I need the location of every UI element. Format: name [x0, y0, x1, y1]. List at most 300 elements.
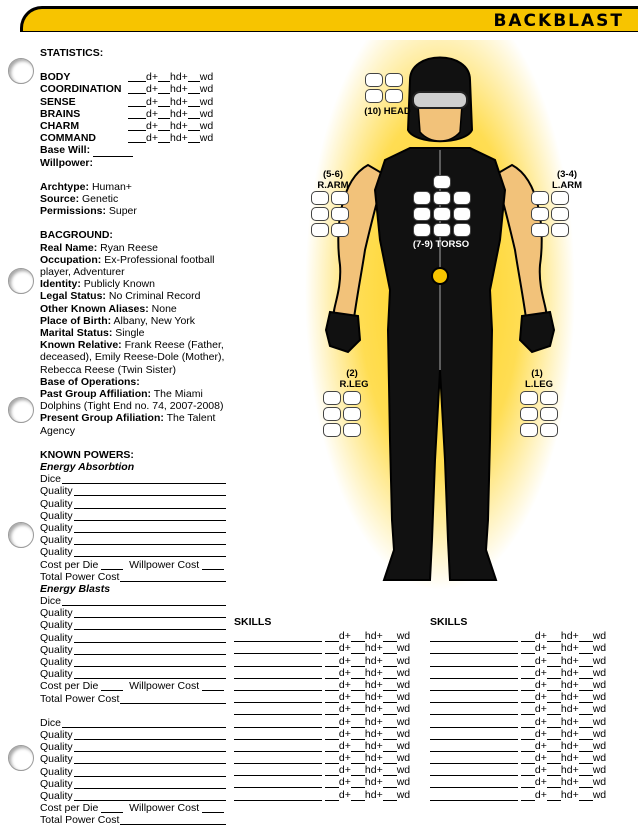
lleg-number: (1)	[531, 368, 543, 379]
quality-label: Quality	[40, 668, 73, 681]
skill-name-field[interactable]	[234, 790, 322, 801]
skill-row	[430, 776, 620, 788]
skill-hd-field[interactable]	[547, 741, 561, 752]
skill-hd-field[interactable]	[351, 741, 365, 752]
cost-per-die-field[interactable]	[101, 802, 123, 813]
die-hd-label: hd+	[560, 727, 579, 740]
skill-name-field[interactable]	[234, 668, 322, 679]
torso-hit-box[interactable]	[433, 223, 451, 237]
stat-d-field[interactable]	[128, 83, 146, 94]
skill-d-field[interactable]	[325, 656, 339, 667]
skill-hd-field[interactable]	[351, 753, 365, 764]
skill-name-field[interactable]	[234, 729, 322, 740]
lleg-hit-box[interactable]	[540, 423, 558, 437]
stat-wd-field[interactable]	[188, 120, 200, 131]
skill-name-field[interactable]	[234, 656, 322, 667]
quality-field[interactable]	[74, 790, 226, 801]
die-wd-label: wd	[199, 95, 214, 108]
quality-field[interactable]	[74, 656, 226, 667]
larm-hit-box[interactable]	[551, 191, 569, 205]
quality-row	[40, 741, 226, 753]
skill-name-field[interactable]	[234, 692, 322, 703]
skill-d-field[interactable]	[521, 656, 535, 667]
skill-d-field[interactable]	[521, 668, 535, 679]
die-wd-label: wd	[592, 654, 607, 667]
skill-row	[430, 715, 620, 727]
power-block	[40, 595, 226, 705]
skill-d-field[interactable]	[325, 631, 339, 642]
skill-wd-field[interactable]	[579, 717, 593, 728]
quality-field[interactable]	[74, 741, 226, 752]
lleg-label: L.LEG	[525, 379, 553, 390]
skill-wd-field[interactable]	[383, 790, 397, 801]
quality-field[interactable]	[74, 729, 226, 740]
larm-hit-box[interactable]	[531, 207, 549, 221]
willpower-label: Willpower:	[40, 156, 93, 169]
die-d-label: d+	[534, 691, 547, 704]
skill-wd-field[interactable]	[579, 680, 593, 691]
willpower-cost-label: Willpower Cost	[129, 558, 200, 571]
skill-name-field[interactable]	[234, 680, 322, 691]
torso-label: (7-9) TORSO	[412, 239, 470, 250]
stat-name: COORDINATION	[40, 83, 122, 96]
skill-d-field[interactable]	[325, 643, 339, 654]
skill-hd-field[interactable]	[351, 631, 365, 642]
skill-hd-field[interactable]	[547, 753, 561, 764]
skill-hd-field[interactable]	[351, 668, 365, 679]
die-wd-label: wd	[199, 107, 214, 120]
quality-label: Quality	[40, 631, 73, 644]
skill-hd-field[interactable]	[351, 704, 365, 715]
skill-d-field[interactable]	[325, 704, 339, 715]
skill-name-field[interactable]	[430, 777, 518, 788]
skill-hd-field[interactable]	[351, 643, 365, 654]
stat-wd-field[interactable]	[188, 132, 200, 143]
rarm-hit-box[interactable]	[311, 207, 329, 221]
larm-hit-box[interactable]	[551, 207, 569, 221]
die-hd-label: hd+	[364, 788, 383, 801]
larm-hit-box[interactable]	[531, 191, 549, 205]
skill-wd-field[interactable]	[383, 631, 397, 642]
skill-row	[234, 728, 424, 740]
head-label: (10) HEAD	[364, 106, 411, 117]
head-hit-box[interactable]	[385, 73, 403, 87]
skill-wd-field[interactable]	[579, 777, 593, 788]
cost-per-die-field[interactable]	[101, 680, 123, 691]
quality-label: Quality	[40, 789, 73, 802]
head-hit-box[interactable]	[385, 89, 403, 103]
skill-wd-field[interactable]	[383, 680, 397, 691]
die-d-label: d+	[534, 727, 547, 740]
skill-hd-field[interactable]	[547, 668, 561, 679]
dice-field[interactable]	[62, 595, 226, 606]
skill-hd-field[interactable]	[547, 704, 561, 715]
willpower-cost-field[interactable]	[202, 559, 224, 570]
skill-hd-field[interactable]	[547, 656, 561, 667]
base-will-field[interactable]	[93, 146, 133, 157]
rarm-hit-box[interactable]	[311, 223, 329, 237]
die-d-label: d+	[146, 83, 158, 96]
stat-d-field[interactable]	[128, 71, 146, 82]
skill-row	[430, 679, 620, 691]
skill-d-field[interactable]	[521, 790, 535, 801]
torso-hit-box[interactable]	[453, 223, 471, 237]
skill-name-field[interactable]	[234, 741, 322, 752]
skill-name-field[interactable]	[430, 692, 518, 703]
torso-hit-box[interactable]	[433, 175, 451, 189]
skill-name-field[interactable]	[430, 643, 518, 654]
skill-wd-field[interactable]	[383, 765, 397, 776]
die-hd-label: hd+	[364, 666, 383, 679]
quality-row	[40, 485, 226, 497]
quality-label: Quality	[40, 619, 73, 632]
identity-value: Publicly Known	[83, 278, 155, 291]
skill-name-field[interactable]	[430, 631, 518, 642]
power-name: Energy Absorbtion	[40, 461, 135, 473]
skill-hd-field[interactable]	[351, 729, 365, 740]
die-hd-label: hd+	[560, 703, 579, 716]
die-hd-label: hd+	[560, 666, 579, 679]
quality-field[interactable]	[74, 534, 226, 545]
skill-name-field[interactable]	[430, 668, 518, 679]
goggles	[413, 92, 467, 108]
quality-field[interactable]	[74, 766, 226, 777]
stat-hd-field[interactable]	[158, 71, 170, 82]
quality-field[interactable]	[74, 607, 226, 618]
die-hd-label: hd+	[364, 703, 383, 716]
skill-row	[234, 752, 424, 764]
skill-hd-field[interactable]	[547, 692, 561, 703]
birth-value: Albany, New York	[113, 314, 196, 327]
quality-field[interactable]	[74, 668, 226, 679]
binder-hole	[8, 397, 34, 423]
willpower-cost-field[interactable]	[202, 802, 224, 813]
die-d-label: d+	[534, 715, 547, 728]
skill-d-field[interactable]	[325, 753, 339, 764]
die-wd-label: wd	[396, 776, 411, 789]
larm-hit-box[interactable]	[531, 223, 549, 237]
skill-row	[430, 764, 620, 776]
rarm-hit-box[interactable]	[311, 191, 329, 205]
skill-name-field[interactable]	[430, 717, 518, 728]
total-cost-label: Total Power Cost	[40, 570, 120, 583]
cost-row	[40, 802, 226, 814]
die-d-label: d+	[534, 630, 547, 643]
quality-label: Quality	[40, 777, 73, 790]
die-d-label: d+	[146, 119, 158, 132]
skill-d-field[interactable]	[325, 790, 339, 801]
die-wd-label: wd	[592, 776, 607, 789]
skill-hd-field[interactable]	[547, 631, 561, 642]
skill-wd-field[interactable]	[579, 692, 593, 703]
die-d-label: d+	[338, 739, 351, 752]
willpower-cost-field[interactable]	[202, 680, 224, 691]
rleg-hit-box[interactable]	[343, 391, 361, 405]
skill-name-field[interactable]	[430, 704, 518, 715]
skill-name-field[interactable]	[234, 777, 322, 788]
skill-d-field[interactable]	[521, 680, 535, 691]
stat-d-field[interactable]	[128, 96, 146, 107]
skill-d-field[interactable]	[521, 631, 535, 642]
die-wd-label: wd	[396, 764, 411, 777]
skill-name-field[interactable]	[430, 765, 518, 776]
head-hit-box[interactable]	[365, 89, 383, 103]
skill-name-field[interactable]	[430, 680, 518, 691]
skill-row	[430, 740, 620, 752]
quality-field[interactable]	[74, 644, 226, 655]
skill-wd-field[interactable]	[383, 729, 397, 740]
skill-d-field[interactable]	[325, 741, 339, 752]
quality-label: Quality	[40, 765, 73, 778]
skill-d-field[interactable]	[521, 741, 535, 752]
die-wd-label: wd	[592, 691, 607, 704]
rarm-hit-box[interactable]	[331, 207, 349, 221]
skill-hd-field[interactable]	[351, 692, 365, 703]
lleg-hit-box[interactable]	[520, 423, 538, 437]
rarm-hit-box[interactable]	[331, 223, 349, 237]
skill-wd-field[interactable]	[383, 741, 397, 752]
skill-row	[430, 667, 620, 679]
stat-hd-field[interactable]	[158, 96, 170, 107]
total-cost-label: Total Power Cost	[40, 814, 120, 826]
quality-field[interactable]	[74, 485, 226, 496]
skill-hd-field[interactable]	[351, 765, 365, 776]
rleg-hit-box[interactable]	[323, 391, 341, 405]
skill-d-field[interactable]	[521, 717, 535, 728]
dice-field[interactable]	[62, 473, 226, 484]
skill-d-field[interactable]	[521, 643, 535, 654]
head-hit-box[interactable]	[365, 73, 383, 87]
total-cost-field[interactable]	[120, 814, 226, 825]
stat-hd-field[interactable]	[158, 83, 170, 94]
quality-field[interactable]	[74, 619, 226, 630]
die-hd-label: hd+	[364, 727, 383, 740]
torso-hit-box[interactable]	[453, 207, 471, 221]
skills-list	[430, 630, 620, 801]
die-wd-label: wd	[396, 703, 411, 716]
skill-wd-field[interactable]	[579, 753, 593, 764]
die-d-label: d+	[534, 666, 547, 679]
die-hd-label: hd+	[169, 71, 188, 84]
stat-hd-field[interactable]	[158, 120, 170, 131]
total-cost-field[interactable]	[120, 571, 226, 582]
stat-wd-field[interactable]	[188, 83, 200, 94]
lleg-hit-box[interactable]	[520, 391, 538, 405]
quality-row	[40, 766, 226, 778]
skill-wd-field[interactable]	[383, 668, 397, 679]
die-d-label: d+	[338, 764, 351, 777]
torso-hit-box[interactable]	[433, 191, 451, 205]
rleg-hit-box[interactable]	[323, 407, 341, 421]
skill-hd-field[interactable]	[547, 680, 561, 691]
skill-wd-field[interactable]	[383, 692, 397, 703]
skill-row	[234, 715, 424, 727]
skill-wd-field[interactable]	[579, 704, 593, 715]
rleg-number: (2)	[346, 368, 358, 379]
skill-wd-field[interactable]	[383, 753, 397, 764]
relative-value-cont: deceased), Emily Reese-Dole (Mother),	[40, 351, 225, 364]
skill-hd-field[interactable]	[351, 656, 365, 667]
skill-hd-field[interactable]	[547, 765, 561, 776]
dice-field[interactable]	[62, 717, 226, 728]
skill-hd-field[interactable]	[547, 643, 561, 654]
stat-wd-field[interactable]	[188, 71, 200, 82]
lleg-hit-box[interactable]	[540, 407, 558, 421]
rleg-hit-box[interactable]	[343, 423, 361, 437]
cost-row	[40, 559, 226, 571]
skill-name-field[interactable]	[430, 753, 518, 764]
torso-hit-box[interactable]	[413, 191, 431, 205]
skill-name-field[interactable]	[234, 643, 322, 654]
die-wd-label: wd	[199, 132, 214, 145]
skill-row	[430, 654, 620, 666]
quality-field[interactable]	[74, 522, 226, 533]
power-block	[40, 473, 226, 583]
skill-wd-field[interactable]	[579, 741, 593, 752]
torso-hit-box[interactable]	[453, 191, 471, 205]
die-hd-label: hd+	[560, 739, 579, 752]
stat-hd-field[interactable]	[158, 132, 170, 143]
skill-wd-field[interactable]	[579, 790, 593, 801]
statistics-heading: STATISTICS:	[40, 47, 104, 59]
skill-wd-field[interactable]	[383, 656, 397, 667]
stat-name: SENSE	[40, 95, 76, 108]
binder-hole	[8, 522, 34, 548]
skill-row	[234, 642, 424, 654]
past-group-value-cont: Dolphins (Tight End no. 74, 2007-2008)	[40, 400, 224, 413]
stat-d-field[interactable]	[128, 132, 146, 143]
left-glove	[520, 312, 554, 352]
source-label: Source:	[40, 192, 80, 205]
skill-hd-field[interactable]	[351, 680, 365, 691]
skill-name-field[interactable]	[234, 704, 322, 715]
skill-name-field[interactable]	[234, 717, 322, 728]
quality-label: Quality	[40, 497, 73, 510]
skill-name-field[interactable]	[430, 729, 518, 740]
skill-d-field[interactable]	[521, 704, 535, 715]
lleg-hit-box[interactable]	[520, 407, 538, 421]
stat-hd-field[interactable]	[158, 108, 170, 119]
skill-wd-field[interactable]	[383, 717, 397, 728]
quality-field[interactable]	[74, 632, 226, 643]
die-hd-label: hd+	[560, 764, 579, 777]
die-wd-label: wd	[592, 666, 607, 679]
die-hd-label: hd+	[560, 642, 579, 655]
die-wd-label: wd	[592, 630, 607, 643]
die-hd-label: hd+	[560, 630, 579, 643]
skill-wd-field[interactable]	[579, 729, 593, 740]
skill-d-field[interactable]	[521, 777, 535, 788]
skill-hd-field[interactable]	[547, 790, 561, 801]
stat-d-field[interactable]	[128, 120, 146, 131]
quality-row	[40, 790, 226, 802]
die-hd-label: hd+	[364, 678, 383, 691]
rleg-hit-box[interactable]	[323, 423, 341, 437]
rarm-hit-box[interactable]	[331, 191, 349, 205]
skill-d-field[interactable]	[325, 692, 339, 703]
skill-row	[234, 764, 424, 776]
dice-label: Dice	[40, 595, 62, 608]
skill-row	[234, 740, 424, 752]
torso-hit-box[interactable]	[413, 223, 431, 237]
skill-d-field[interactable]	[521, 765, 535, 776]
skill-d-field[interactable]	[325, 777, 339, 788]
skill-hd-field[interactable]	[547, 729, 561, 740]
skill-wd-field[interactable]	[579, 656, 593, 667]
total-cost-field[interactable]	[120, 693, 226, 704]
skill-hd-field[interactable]	[351, 777, 365, 788]
skill-name-field[interactable]	[234, 765, 322, 776]
quality-field[interactable]	[74, 498, 226, 509]
relative-value-cont: Rebecca Reese (Twin Sister)	[40, 363, 176, 376]
cost-per-die-field[interactable]	[101, 559, 123, 570]
skill-name-field[interactable]	[430, 790, 518, 801]
quality-field[interactable]	[74, 753, 226, 764]
die-wd-label: wd	[396, 678, 411, 691]
skill-hd-field[interactable]	[351, 790, 365, 801]
skills-column-2	[430, 616, 620, 801]
skill-wd-field[interactable]	[383, 777, 397, 788]
cost-per-die-label: Cost per Die	[40, 558, 99, 571]
quality-label: Quality	[40, 521, 73, 534]
die-hd-label: hd+	[560, 788, 579, 801]
skill-wd-field[interactable]	[579, 668, 593, 679]
skill-name-field[interactable]	[234, 631, 322, 642]
larm-hit-box[interactable]	[551, 223, 569, 237]
skill-d-field[interactable]	[325, 729, 339, 740]
skill-d-field[interactable]	[521, 692, 535, 703]
skill-d-field[interactable]	[325, 680, 339, 691]
skill-wd-field[interactable]	[579, 765, 593, 776]
quality-field[interactable]	[74, 510, 226, 521]
stat-d-field[interactable]	[128, 108, 146, 119]
skill-wd-field[interactable]	[383, 643, 397, 654]
quality-field[interactable]	[74, 778, 226, 789]
die-d-label: d+	[534, 764, 547, 777]
skill-d-field[interactable]	[325, 668, 339, 679]
skill-hd-field[interactable]	[547, 717, 561, 728]
source-value: Genetic	[82, 192, 119, 205]
quality-field[interactable]	[74, 546, 226, 557]
skill-name-field[interactable]	[430, 656, 518, 667]
skill-name-field[interactable]	[234, 753, 322, 764]
skill-wd-field[interactable]	[579, 631, 593, 642]
quality-row	[40, 498, 226, 510]
skill-hd-field[interactable]	[547, 777, 561, 788]
torso-hit-box[interactable]	[413, 207, 431, 221]
marital-value: Single	[115, 326, 145, 339]
skill-wd-field[interactable]	[383, 704, 397, 715]
torso-hit-box[interactable]	[433, 207, 451, 221]
rleg-hit-box[interactable]	[343, 407, 361, 421]
stat-wd-field[interactable]	[188, 108, 200, 119]
quality-label: Quality	[40, 656, 73, 669]
skill-d-field[interactable]	[521, 729, 535, 740]
total-cost-row	[40, 693, 226, 705]
skill-d-field[interactable]	[325, 765, 339, 776]
skill-name-field[interactable]	[430, 741, 518, 752]
skill-hd-field[interactable]	[351, 717, 365, 728]
skill-wd-field[interactable]	[579, 643, 593, 654]
skill-d-field[interactable]	[521, 753, 535, 764]
quality-row	[40, 619, 226, 631]
skill-d-field[interactable]	[325, 717, 339, 728]
lleg-hit-box[interactable]	[540, 391, 558, 405]
legal-status-value: No Criminal Record	[108, 290, 201, 303]
die-wd-label: wd	[199, 71, 214, 84]
stat-wd-field[interactable]	[188, 96, 200, 107]
power-name: Energy Blasts	[40, 582, 111, 595]
